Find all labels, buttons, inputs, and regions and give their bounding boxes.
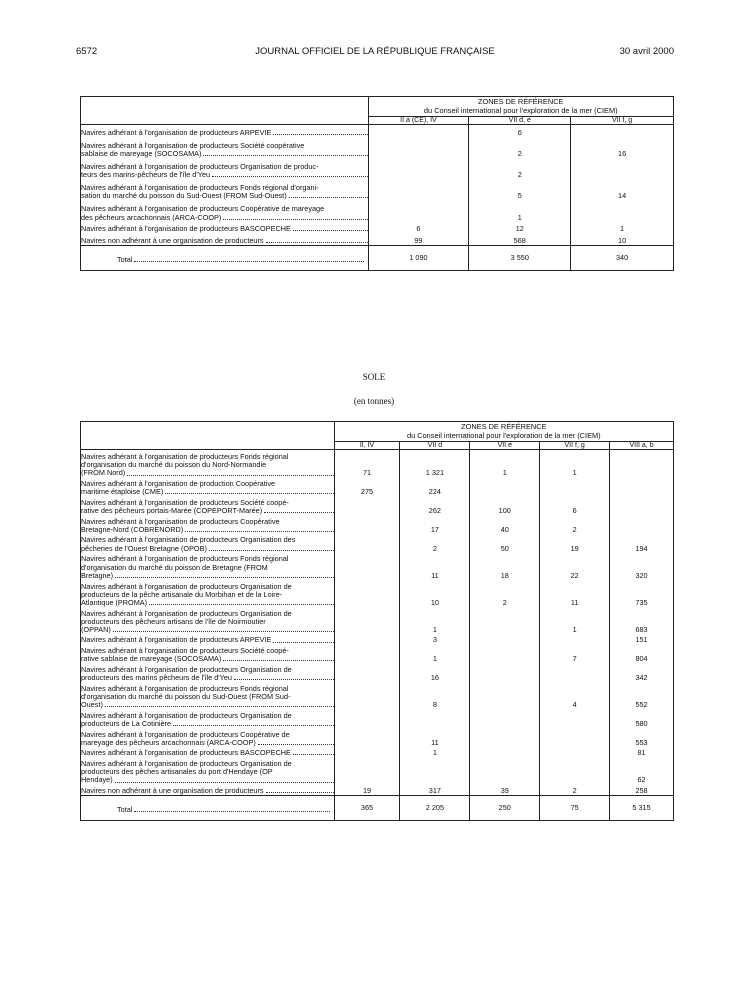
- cell-value: 194: [635, 543, 648, 553]
- row-label-line: Navires adhérant à l'organisation de producteurs Organisation de: [81, 664, 292, 674]
- cell-value: 100: [498, 505, 511, 515]
- column-header: II a (CE), IV: [368, 116, 469, 125]
- row-labels: [81, 125, 369, 246]
- row-label-line: Navires adhérant à l'organisation de producteurs Organisation de: [81, 608, 292, 618]
- value-column: [334, 450, 400, 796]
- total-value: 75: [540, 796, 610, 821]
- row-label-line: Navires adhérant à l'organisation de producteurs Coopérative: [81, 516, 280, 526]
- row-label-line: d'organisation du marché du poisson du Sud-Ouest (FROM Sud-: [81, 692, 291, 702]
- row-label-line: Navires non adhérant à une organisation de producteurs: [81, 785, 264, 795]
- zone-header: [368, 97, 673, 117]
- cell-value: 258: [635, 785, 648, 795]
- cell-value: 151: [635, 635, 648, 645]
- total-value: 365: [334, 796, 400, 821]
- leader-dots: [203, 155, 367, 156]
- row-label-line: producteurs des pêcheurs artisans de l'île de Noirmoutier: [81, 616, 266, 626]
- row-label-line: Navires adhérant à l'organisation de producteurs BASCOPECHE: [81, 224, 291, 234]
- row-label: [81, 158, 368, 179]
- cell-value: 2: [572, 524, 577, 534]
- cell-value: 81: [637, 748, 646, 758]
- total-value: 250: [470, 796, 540, 821]
- cell-value: 553: [635, 737, 648, 747]
- cell-value: 320: [635, 570, 648, 580]
- cell-value: 1: [517, 212, 522, 222]
- row-label-line: (OPPAN): [81, 625, 111, 635]
- cell-value: 16: [618, 148, 627, 158]
- zone-subtitle: du Conseil international pour l'exploration de la mer (CIEM): [406, 431, 601, 441]
- cell-value: 5: [517, 191, 522, 201]
- row-label-line: mareyage des pêcheurs arcachonnais (ARCA-COOP): [81, 737, 256, 747]
- cell-value: 11: [431, 737, 439, 747]
- column-header: II, IV: [334, 441, 400, 450]
- row-label: [81, 496, 334, 515]
- total-value: 5 315: [610, 796, 674, 821]
- value-column: [540, 450, 610, 796]
- cell-value: 224: [428, 487, 441, 497]
- row-label-line: Navires adhérant à l'organisation de producteurs Organisation des: [81, 535, 296, 545]
- total-value: 2 205: [400, 796, 470, 821]
- cell-value: 1: [432, 654, 437, 664]
- row-label-line: Navires adhérant à l'organisation de producteurs Organisation de produc-: [81, 161, 319, 171]
- row-label-line: Navires adhérant à l'organisation de producteurs Organisation de: [81, 759, 292, 769]
- row-label: [81, 553, 334, 580]
- row-label-line: Navires adhérant à l'organisation de producteurs Fonds régional: [81, 452, 289, 461]
- cell-value: 22: [570, 570, 579, 580]
- cell-value: 342: [635, 673, 648, 683]
- leader-dots: [234, 679, 334, 680]
- value-column: [470, 450, 540, 796]
- row-label: [81, 645, 334, 664]
- cell-value: 71: [362, 468, 372, 478]
- cell-value: 262: [428, 505, 441, 515]
- column-header: VII f, g: [540, 441, 610, 450]
- cell-value: 16: [430, 673, 439, 683]
- cell-value: 317: [428, 785, 441, 795]
- value-column: [368, 125, 469, 246]
- cell-value: 2: [572, 785, 577, 795]
- journal-title: JOURNAL OFFICIEL DE LA RÉPUBLIQUE FRANÇAISE: [255, 46, 495, 57]
- leader-dots: [223, 660, 333, 661]
- header-blank-cell: [81, 422, 335, 450]
- leader-dots: [273, 642, 333, 643]
- row-label: [81, 663, 334, 682]
- cell-value: 17: [430, 524, 439, 534]
- leader-dots: [165, 493, 333, 494]
- leader-dots: [115, 577, 334, 578]
- cell-value: 2: [517, 170, 522, 180]
- cell-value: 39: [500, 785, 509, 795]
- row-label: [81, 709, 334, 728]
- row-label-line: Navires adhérant à l'organisation de producteurs ARPEVIE: [81, 635, 272, 645]
- row-label: [81, 179, 368, 200]
- leader-dots: [115, 782, 334, 783]
- row-label-line: maritime étaploise (CME): [81, 487, 164, 497]
- row-label: [81, 682, 334, 709]
- cell-value: 6: [416, 224, 421, 234]
- row-label-line: (FROM Nord): [81, 468, 126, 478]
- row-label: [81, 580, 334, 607]
- leader-dots: [149, 604, 333, 605]
- cell-value: 275: [360, 487, 374, 497]
- row-label: [81, 515, 334, 534]
- row-label: [81, 478, 334, 497]
- cell-value: 8: [432, 700, 437, 710]
- cell-value: 1: [432, 748, 437, 758]
- leader-dots: [173, 725, 334, 726]
- cell-value: 99: [414, 235, 423, 245]
- row-label: [81, 534, 334, 553]
- row-label: [81, 747, 334, 757]
- row-label-line: producteurs des marins pêcheurs de l'île d'Yeu: [81, 673, 232, 683]
- leader-dots: [289, 197, 368, 198]
- row-label: [81, 233, 368, 245]
- row-label-line: teurs des marins-pêcheurs de l'île d'Yeu: [81, 170, 211, 180]
- row-label: [81, 200, 368, 221]
- cell-value: 2: [432, 543, 437, 553]
- row-label-line: Navires adhérant à l'organisation de producteurs Organisation de: [81, 710, 292, 720]
- row-label: [81, 125, 368, 137]
- row-label-line: Ouest): [81, 700, 103, 710]
- row-label-line: rative sablaise de mareyage (SOCOSAMA): [81, 654, 222, 664]
- leader-dots: [264, 512, 333, 513]
- leader-dots: [134, 811, 329, 812]
- total-label: Total: [117, 804, 133, 814]
- cell-value: 804: [635, 654, 648, 664]
- cell-value: 683: [635, 625, 648, 635]
- row-label-line: Navires non adhérant à une organisation de producteurs: [81, 235, 264, 245]
- cell-value: 1: [572, 468, 577, 478]
- row-label-line: Navires adhérant à l'organisation de producteurs Fonds régional: [81, 683, 289, 693]
- cell-value: 1 321: [425, 468, 445, 478]
- cell-value: 580: [635, 719, 648, 729]
- cell-value: 6: [517, 127, 522, 137]
- sole-quota-table: [80, 421, 674, 821]
- row-label-line: Hendaye): [81, 775, 113, 785]
- leader-dots: [212, 176, 367, 177]
- row-label-line: Navires adhérant à l'organisation de producteurs Société coopé-: [81, 497, 289, 507]
- leader-dots: [209, 550, 334, 551]
- zone-header: [334, 422, 673, 442]
- row-label: [81, 607, 334, 634]
- zone-title: ZONES DE RÉFÉRENCE: [461, 422, 547, 431]
- row-label: [81, 634, 334, 644]
- cell-value: 10: [618, 235, 627, 245]
- row-label-line: producteurs de la pêche artisanale du Morbihan et de la Loire-: [81, 589, 283, 599]
- cell-value: 12: [515, 224, 524, 234]
- zone-title: ZONES DE RÉFÉRENCE: [478, 97, 564, 106]
- row-label: [81, 137, 368, 158]
- leader-dots: [258, 744, 334, 745]
- cell-value: 1: [432, 625, 437, 635]
- row-label-line: sablaise de mareyage (SOCOSAMA): [81, 148, 202, 158]
- row-label-line: sation du marché du poisson du Sud-Ouest (FROM Sud-Ouest): [81, 191, 287, 201]
- leader-dots: [293, 230, 368, 231]
- leader-dots: [266, 792, 334, 793]
- cell-value: 11: [570, 597, 579, 607]
- column-header: VII e: [470, 441, 540, 450]
- value-column: [610, 450, 674, 796]
- cell-value: 50: [500, 543, 509, 553]
- leader-dots: [223, 219, 367, 220]
- leader-dots: [105, 706, 334, 707]
- row-label: [81, 785, 334, 795]
- value-column: [571, 125, 674, 246]
- cell-value: 552: [635, 700, 648, 710]
- unit-caption: (en tonnes): [353, 396, 395, 406]
- cell-value: 7: [572, 654, 577, 664]
- total-label: Total: [117, 254, 133, 264]
- cell-value: 3: [432, 635, 437, 645]
- column-header: VII d, e: [469, 116, 571, 125]
- row-label-line: Navires adhérant à l'organisation de producteurs ARPEVIE: [81, 127, 272, 137]
- total-row-label: [81, 245, 369, 270]
- cell-value: 2: [517, 148, 522, 158]
- value-column: [400, 450, 470, 796]
- row-label-line: pêcheries de l'Ouest Bretagne (OPOB): [81, 543, 207, 553]
- column-header: VII f, g: [571, 116, 674, 125]
- value-column: [469, 125, 571, 246]
- row-label-line: d'organisation du marché du poisson du Nord-Normandie: [81, 460, 267, 470]
- cell-value: 40: [500, 524, 509, 534]
- row-label-line: Atlantique (PROMA): [81, 597, 148, 607]
- cell-value: 1: [572, 625, 577, 635]
- row-label-line: Navires adhérant à l'organisation de producteurs Coopérative de mareyage: [81, 204, 325, 214]
- row-label-line: Navires adhérant à l'organisation de production Coopérative: [81, 478, 276, 488]
- column-header: VIII a, b: [610, 441, 674, 450]
- cell-value: 1: [502, 468, 507, 478]
- row-label: [81, 757, 334, 784]
- leader-dots: [273, 134, 367, 135]
- row-label-line: Navires adhérant à l'organisation de producteurs Société coopérative: [81, 140, 305, 150]
- leader-dots: [293, 754, 334, 755]
- cell-value: 1: [620, 224, 625, 234]
- leader-dots: [185, 531, 333, 532]
- row-label-line: Navires adhérant à l'organisation de producteurs BASCOPECHE: [81, 748, 291, 758]
- leader-dots: [127, 475, 333, 476]
- leader-dots: [266, 242, 368, 243]
- cell-value: 735: [635, 597, 648, 607]
- row-label-line: rative des pêcheurs portais-Marée (COPEPORT-Marée): [81, 505, 263, 515]
- row-label-line: Navires adhérant à l'organisation de producteurs Fonds régional d'organi-: [81, 183, 319, 193]
- column-header: VII d: [400, 441, 470, 450]
- row-label: [81, 728, 334, 747]
- page-header: [76, 46, 674, 60]
- row-label-line: Navires adhérant à l'organisation de producteurs Fonds régional: [81, 554, 289, 564]
- total-value: 340: [571, 245, 674, 270]
- publication-date: 30 avril 2000: [619, 46, 674, 57]
- cell-value: 4: [572, 700, 577, 710]
- leader-dots: [134, 261, 363, 262]
- row-label: [81, 222, 368, 234]
- quota-table-1: [80, 96, 674, 271]
- zone-subtitle: du Conseil international pour l'exploration de la mer (CIEM): [423, 106, 618, 116]
- row-label-line: Bretagne): [81, 570, 114, 580]
- total-value: 3 550: [469, 245, 571, 270]
- cell-value: 11: [431, 570, 439, 580]
- cell-value: 18: [500, 570, 509, 580]
- row-label-line: producteurs des pêches artisanales du port d'Hendaye (OP: [81, 767, 273, 777]
- cell-value: 19: [362, 785, 372, 795]
- cell-value: 6: [572, 505, 577, 515]
- cell-value: 14: [618, 191, 627, 201]
- header-blank-cell: [81, 97, 369, 125]
- cell-value: 62: [637, 775, 646, 785]
- row-label-line: producteurs de La Cotinière: [81, 719, 172, 729]
- cell-value: 568: [513, 235, 526, 245]
- row-label-line: Navires adhérant à l'organisation de producteurs Société coopé-: [81, 646, 289, 656]
- row-label-line: d'organisation du marché du poisson de Bretagne (FROM: [81, 562, 268, 572]
- total-value: 1 090: [368, 245, 469, 270]
- row-label-line: Navires adhérant à l'organisation de producteurs Organisation de: [81, 581, 292, 591]
- cell-value: 19: [570, 543, 579, 553]
- cell-value: 2: [502, 597, 507, 607]
- row-labels: [81, 450, 335, 796]
- page-number: 6572: [76, 46, 98, 57]
- total-row-label: [81, 796, 335, 821]
- row-label-line: Navires adhérant à l'organisation de producteurs Coopérative de: [81, 729, 290, 739]
- leader-dots: [113, 631, 334, 632]
- species-title: SOLE: [362, 372, 386, 382]
- row-label-line: Bretagne-Nord (COBRENORD): [81, 524, 184, 534]
- row-label: [81, 450, 334, 477]
- row-label-line: des pêcheurs arcachonnais (ARCA-COOP): [81, 212, 222, 222]
- cell-value: 10: [430, 597, 439, 607]
